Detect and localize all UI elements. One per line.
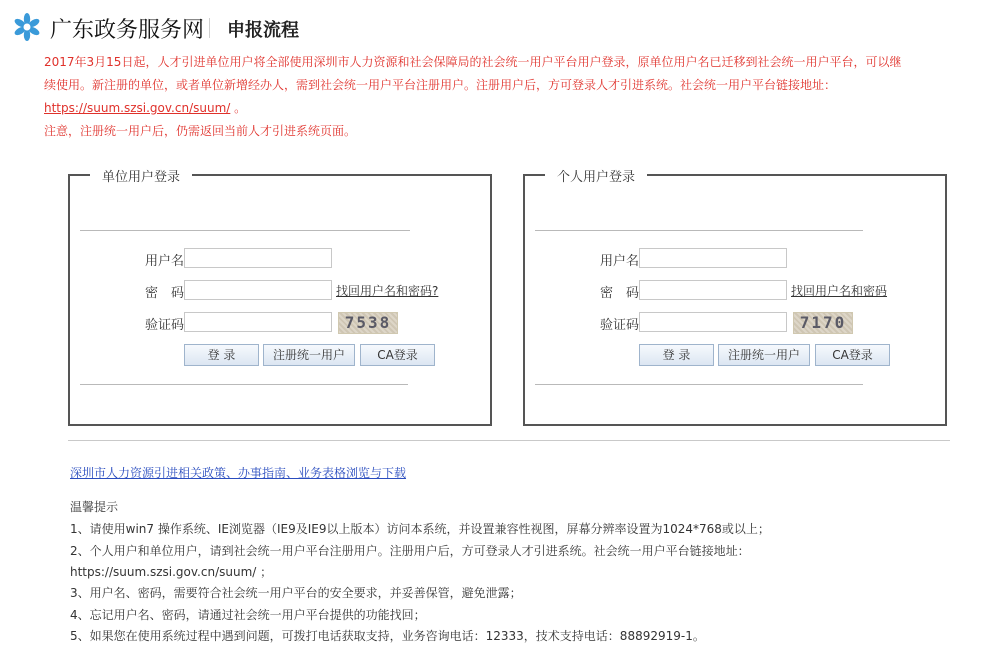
- notice-line-2: 续使用。新注册的单位，或者单位新增经办人，需到社会统一用户平台注册用户。注册用户后，方可登录人才引进系统。社会统一用户平台链接地址：: [44, 78, 837, 92]
- tip-item: 3、用户名、密码，需要符合社会统一用户平台的安全要求，并妥善保管，避免泄露；: [70, 586, 522, 600]
- policy-guide-link[interactable]: 深圳市人力资源引进相关政策、办事指南、业务表格浏览与下载: [70, 466, 407, 480]
- unit-captcha-input[interactable]: [184, 312, 332, 332]
- unit-captcha-label: 验证码: [144, 318, 184, 333]
- personal-password-input[interactable]: [639, 280, 787, 300]
- header: [0, 0, 1000, 52]
- tips-title: 温馨提示: [70, 500, 119, 514]
- notice-link-line: [44, 100, 964, 116]
- unit-top-rule: [80, 230, 410, 231]
- unit-forgot-link[interactable]: 找回用户名和密码?: [336, 284, 439, 298]
- unit-login-title: 单位用户登录: [90, 166, 192, 185]
- personal-top-rule: [535, 230, 863, 231]
- header-separator: [209, 18, 210, 38]
- personal-login-title: 个人用户登录: [545, 166, 647, 185]
- unit-username-input[interactable]: [184, 248, 332, 268]
- unit-password-label: 密 码: [144, 286, 184, 301]
- tip-item: 4、忘记用户名、密码，请通过社会统一用户平台提供的功能找回；: [70, 608, 426, 622]
- personal-bottom-rule: [535, 384, 863, 385]
- personal-password-label: 密 码: [599, 286, 639, 301]
- unit-username-label: 用户名: [144, 254, 184, 269]
- personal-username-input[interactable]: [639, 248, 787, 268]
- personal-captcha-label: 验证码: [599, 318, 639, 333]
- notice-line-4: 注意，注册统一用户后，仍需返回当前人才引进系统页面。: [44, 124, 357, 138]
- unit-ca-login-button[interactable]: CA登录: [360, 344, 435, 366]
- notice-link-suffix: 。: [234, 101, 247, 115]
- brand-name[interactable]: 广东政务服务网: [50, 18, 205, 43]
- personal-username-label: 用户名: [599, 254, 639, 269]
- personal-login-button[interactable]: 登 录: [639, 344, 714, 366]
- section-divider: [68, 440, 950, 441]
- personal-captcha-input[interactable]: [639, 312, 787, 332]
- unit-login-button[interactable]: 登 录: [184, 344, 259, 366]
- guangdong-logo-icon: [12, 12, 42, 42]
- unit-password-input[interactable]: [184, 280, 332, 300]
- tip-item: 1、请使用win7 操作系统、IE浏览器（IE9及IE9以上版本）访问本系统，并设置兼容性视图，屏幕分辨率设置为1024*768或以上；: [70, 522, 770, 536]
- unit-bottom-rule: [80, 384, 408, 385]
- personal-captcha-image[interactable]: 7170: [793, 312, 853, 334]
- tip-item: 5、如果您在使用系统过程中遇到问题，可拨打电话获取支持，业务咨询电话：12333，技术支持电话：88892919-1。: [70, 629, 705, 643]
- tip-item: 2、个人用户和单位用户，请到社会统一用户平台注册用户。注册用户后，方可登录人才引进系统。社会统一用户平台链接地址：: [70, 544, 750, 558]
- unit-register-button[interactable]: 注册统一用户: [263, 344, 355, 366]
- notice-line-1: 2017年3月15日起，人才引进单位用户将全部使用深圳市人力资源和社会保障局的社会统一用户平台用户登录，原单位用户名已迁移到社会统一用户平台，可以继: [44, 55, 902, 69]
- page-title: 申报流程: [227, 20, 299, 41]
- suum-link[interactable]: https://suum.szsi.gov.cn/suum/: [44, 101, 231, 115]
- personal-login-panel: [523, 170, 947, 426]
- personal-register-button[interactable]: 注册统一用户: [718, 344, 810, 366]
- unit-captcha-image[interactable]: 7538: [338, 312, 398, 334]
- personal-ca-login-button[interactable]: CA登录: [815, 344, 890, 366]
- unit-login-panel: [68, 170, 492, 426]
- personal-forgot-link[interactable]: 找回用户名和密码: [791, 284, 888, 298]
- tip-item-link: https://suum.szsi.gov.cn/suum/ ；: [70, 565, 273, 579]
